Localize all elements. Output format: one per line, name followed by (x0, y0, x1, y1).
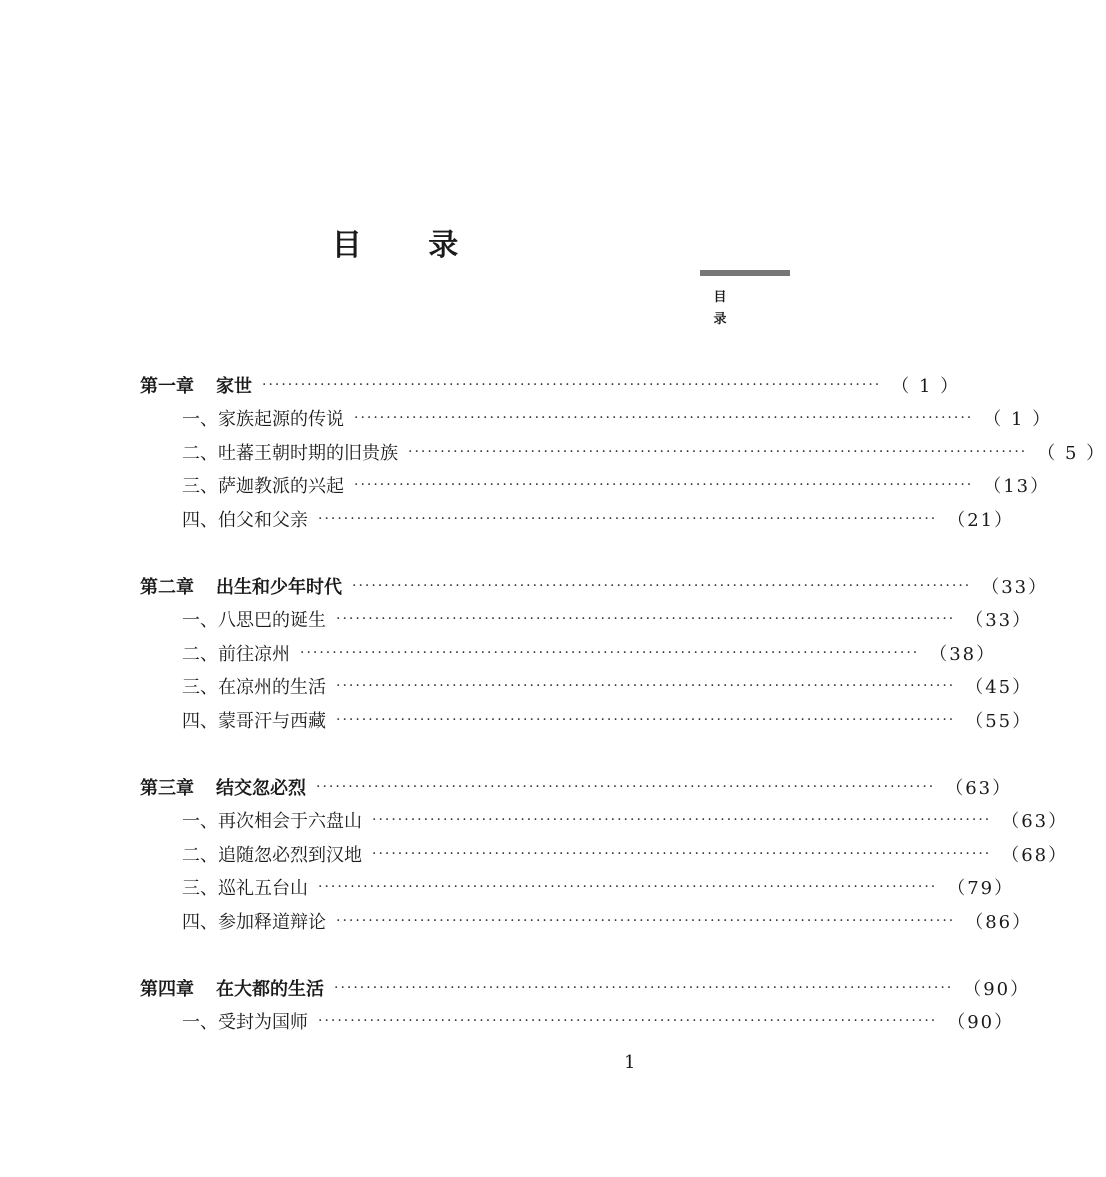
dot-leader: ································································································ (336, 611, 956, 628)
dot-leader: ································································································ (354, 477, 974, 494)
page-ref: （13） (983, 476, 1051, 498)
page-title: 目 录 (331, 228, 487, 263)
dot-leader: ································································································ (316, 778, 936, 795)
page-ref: （ 5 ） (1037, 442, 1106, 464)
toc-section[interactable] (140, 904, 1033, 938)
section-title: 三、巡礼五台山 (182, 878, 308, 900)
section-title: 二、吐蕃王朝时期的旧贵族 (182, 442, 398, 464)
section-title: 四、伯父和父亲 (182, 509, 308, 531)
page-ref: （86） (965, 911, 1033, 933)
page-ref: （21） (947, 509, 1015, 531)
chapter-title: 在大都的生活 (216, 978, 324, 1000)
toc-section[interactable] (140, 670, 1033, 704)
dot-leader: ································································································ (336, 678, 956, 695)
page-ref: （ 1 ） (891, 375, 961, 397)
page-ref: （38） (929, 643, 997, 665)
toc-section[interactable] (140, 603, 1033, 637)
toc-chapter-2[interactable] (140, 569, 1049, 603)
section-title: 三、萨迦教派的兴起 (182, 476, 344, 498)
dot-leader: ································································································ (408, 443, 1028, 460)
chapter-number: 第四章 (140, 978, 194, 1000)
toc-section[interactable] (140, 804, 1069, 838)
dot-leader: ································································································ (318, 879, 938, 896)
section-title: 一、八思巴的诞生 (182, 610, 326, 632)
chapter-title: 家世 (216, 375, 252, 397)
page-ref: （33） (965, 610, 1033, 632)
dot-leader: ································································································ (354, 410, 974, 427)
page-ref: （68） (1001, 844, 1069, 866)
dot-leader: ································································································ (352, 577, 972, 594)
table-of-contents (140, 368, 1106, 1038)
toc-chapter-3[interactable] (140, 770, 1013, 804)
page-ref: （79） (947, 878, 1015, 900)
side-tab-char: 目 (713, 290, 727, 305)
toc-section[interactable] (140, 469, 1051, 503)
side-tab-label (710, 287, 730, 331)
chapter-number: 第一章 (140, 375, 194, 397)
page-ref: （33） (981, 576, 1049, 598)
page-ref: （63） (1001, 811, 1069, 833)
side-tab-bar (700, 270, 790, 276)
section-title: 一、受封为国师 (182, 1012, 308, 1034)
chapter-number: 第二章 (140, 576, 194, 598)
toc-section[interactable] (140, 502, 1015, 536)
dot-leader: ································································································ (262, 376, 882, 393)
dot-leader: ································································································ (336, 912, 956, 929)
toc-section[interactable] (140, 636, 997, 670)
dot-leader: ································································································ (300, 644, 920, 661)
dot-leader: ································································································ (372, 845, 992, 862)
page-number: 1 (624, 1052, 636, 1073)
chapter-title: 出生和少年时代 (216, 576, 342, 598)
page-ref: （63） (945, 777, 1013, 799)
chapter-title: 结交忽必烈 (216, 777, 306, 799)
toc-section[interactable] (140, 837, 1069, 871)
chapter-number: 第三章 (140, 777, 194, 799)
dot-leader: ································································································ (334, 979, 954, 996)
page-ref: （90） (947, 1012, 1015, 1034)
toc-chapter-4[interactable] (140, 971, 1031, 1005)
section-title: 二、追随忽必烈到汉地 (182, 844, 362, 866)
page-ref: （55） (965, 710, 1033, 732)
section-title: 三、在凉州的生活 (182, 677, 326, 699)
section-title: 一、再次相会于六盘山 (182, 811, 362, 833)
toc-section[interactable] (140, 402, 1053, 436)
toc-section[interactable] (140, 871, 1015, 905)
toc-section[interactable] (140, 1005, 1015, 1039)
toc-section[interactable] (140, 703, 1033, 737)
dot-leader: ································································································ (336, 711, 956, 728)
dot-leader: ································································································ (318, 1013, 938, 1030)
page-ref: （45） (965, 677, 1033, 699)
section-title: 四、蒙哥汗与西藏 (182, 710, 326, 732)
dot-leader: ································································································ (372, 812, 992, 829)
dot-leader: ································································································ (318, 510, 938, 527)
toc-section[interactable] (140, 435, 1106, 469)
page-ref: （ 1 ） (983, 409, 1053, 431)
section-title: 四、参加释道辩论 (182, 911, 326, 933)
side-tab-char: 录 (713, 312, 727, 327)
section-title: 二、前往凉州 (182, 643, 290, 665)
toc-chapter-1[interactable] (140, 368, 961, 402)
page-ref: （90） (963, 978, 1031, 1000)
section-title: 一、家族起源的传说 (182, 409, 344, 431)
